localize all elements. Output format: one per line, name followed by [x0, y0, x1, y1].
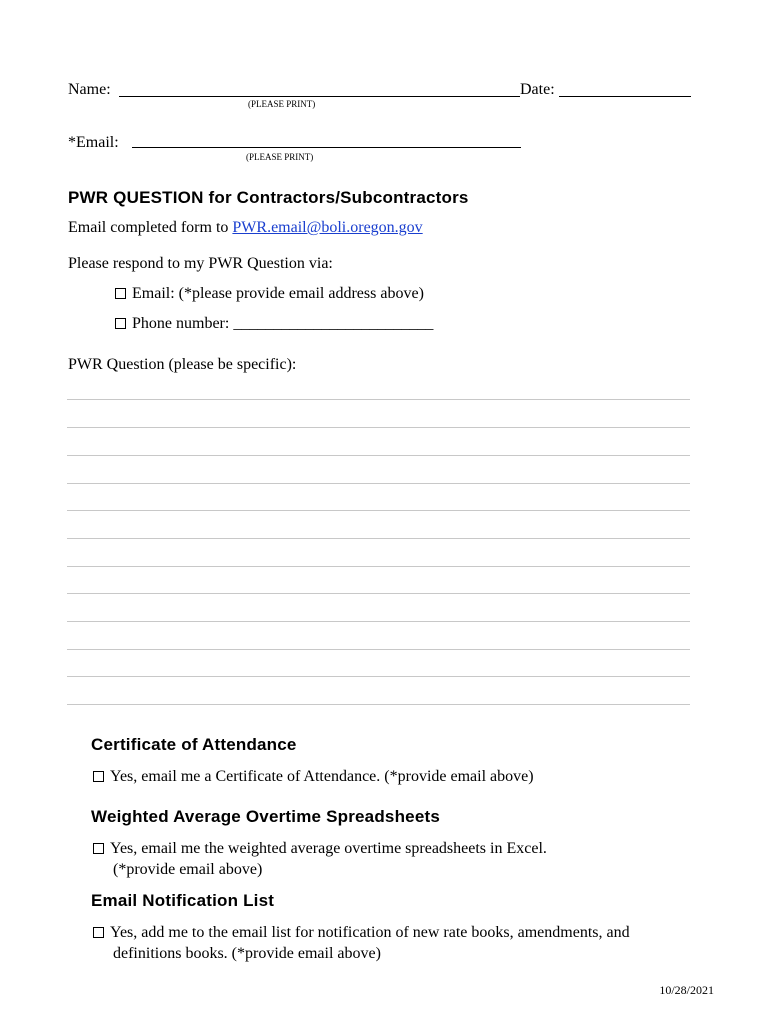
name-label: Name: [68, 81, 111, 98]
footer-date: 10/28/2021 [659, 983, 714, 997]
answer-line[interactable] [67, 621, 690, 622]
answer-line[interactable] [67, 483, 690, 484]
overtime-option-line2: (*provide email above) [113, 861, 263, 878]
notification-title: Email Notification List [91, 891, 275, 910]
certificate-title: Certificate of Attendance [91, 735, 297, 754]
email-field[interactable] [132, 147, 521, 148]
notification-option [93, 923, 630, 943]
answer-line[interactable] [67, 676, 690, 677]
overtime-option [93, 839, 547, 859]
date-field[interactable] [559, 96, 691, 97]
notification-option-line2: definitions books. (*provide email above) [113, 945, 381, 962]
email-checkbox[interactable] [115, 288, 126, 299]
option-email [115, 284, 424, 304]
overtime-option-label: Yes, email me the weighted average overtime spreadsheets in Excel. [110, 840, 547, 857]
overtime-title: Weighted Average Overtime Spreadsheets [91, 807, 440, 826]
answer-line[interactable] [67, 704, 690, 705]
email-instruction [68, 218, 423, 238]
notification-checkbox[interactable] [93, 927, 104, 938]
answer-line[interactable] [67, 510, 690, 511]
option-phone-label[interactable]: Phone number: _________________________ [132, 315, 434, 332]
phone-checkbox[interactable] [115, 318, 126, 329]
certificate-option-label: Yes, email me a Certificate of Attendance. (*provide email above) [110, 768, 534, 785]
answer-line[interactable] [67, 566, 690, 567]
option-email-label: Email: (*please provide email address above) [132, 285, 424, 302]
certificate-checkbox[interactable] [93, 771, 104, 782]
email-hint: (PLEASE PRINT) [246, 152, 314, 162]
notification-option-label: Yes, add me to the email list for notification of new rate books, amendments, and [110, 924, 630, 941]
respond-label: Please respond to my PWR Question via: [68, 255, 333, 272]
email-label: *Email: [68, 134, 119, 151]
name-field[interactable] [119, 96, 520, 97]
answer-line[interactable] [67, 593, 690, 594]
answer-line[interactable] [67, 649, 690, 650]
option-phone [115, 314, 433, 334]
answer-line[interactable] [67, 427, 690, 428]
email-instruction-prefix: Email completed form to [68, 219, 233, 236]
date-label: Date: [520, 81, 555, 98]
name-hint: (PLEASE PRINT) [248, 99, 316, 109]
question-label: PWR Question (please be specific): [68, 356, 297, 373]
answer-line[interactable] [67, 538, 690, 539]
overtime-checkbox[interactable] [93, 843, 104, 854]
answer-line[interactable] [67, 455, 690, 456]
certificate-option [93, 767, 534, 787]
pwr-title: PWR QUESTION for Contractors/Subcontractors [68, 188, 469, 207]
pwr-email-link[interactable]: PWR.email@boli.oregon.gov [232, 219, 423, 236]
answer-line[interactable] [67, 399, 690, 400]
